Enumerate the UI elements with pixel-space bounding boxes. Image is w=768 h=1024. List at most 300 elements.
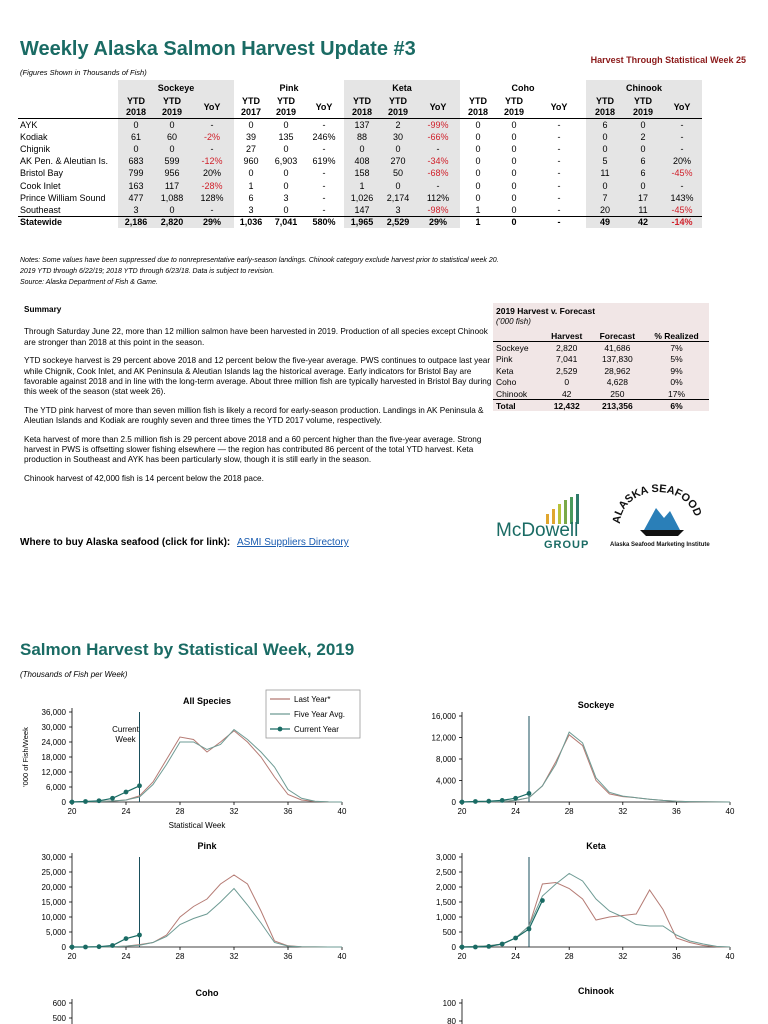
y-tick-label: 12,000 bbox=[431, 733, 456, 743]
table-cell: 0 bbox=[248, 119, 254, 130]
column-header: YTD 2017 bbox=[234, 96, 268, 119]
y-tick-label: 1,000 bbox=[435, 913, 456, 922]
table-cell: 30 bbox=[380, 131, 416, 143]
region-cell: Kodiak bbox=[20, 131, 48, 142]
table-cell: 27 bbox=[245, 143, 256, 154]
x-tick-label: 28 bbox=[564, 952, 574, 961]
x-tick-label: 32 bbox=[618, 952, 628, 961]
table-cell: 135 bbox=[278, 131, 294, 142]
forecast-cell: 12,432 bbox=[543, 400, 591, 412]
note-line: Source: Alaska Department of Fish & Game. bbox=[20, 279, 158, 286]
forecast-cell: 28,962 bbox=[604, 365, 631, 376]
y-tick-label: 15,000 bbox=[41, 898, 66, 907]
x-tick-label: 28 bbox=[175, 952, 185, 961]
chart-title: Chinook bbox=[578, 986, 614, 996]
table-cell: 5 bbox=[586, 155, 624, 167]
table-cell: 0 bbox=[118, 119, 154, 131]
table-cell: 6 bbox=[624, 167, 662, 179]
chart-coho bbox=[53, 988, 219, 1024]
forecast-cell: 41,686 bbox=[604, 342, 631, 353]
current-year-point bbox=[83, 945, 88, 950]
table-cell: 0 bbox=[475, 168, 481, 179]
y-tick-label: 24,000 bbox=[41, 738, 66, 747]
y-tick-label: 80 bbox=[447, 1017, 456, 1024]
x-tick-label: 24 bbox=[511, 952, 521, 961]
table-cell: -45% bbox=[662, 204, 702, 216]
table-cell: - bbox=[557, 131, 561, 142]
forecast-row bbox=[493, 376, 709, 388]
table-cell: 0 bbox=[475, 180, 481, 191]
forecast-cell: 7% bbox=[670, 342, 683, 353]
y-tick-label: 10,000 bbox=[41, 913, 66, 922]
region-cell: Statewide bbox=[18, 216, 118, 228]
table-row bbox=[18, 131, 702, 143]
table-cell: 0 bbox=[511, 180, 517, 191]
table-row bbox=[18, 192, 702, 204]
table-cell: 0 bbox=[154, 204, 190, 216]
y-tick-label: 8,000 bbox=[435, 755, 456, 764]
chart-legend bbox=[266, 690, 360, 738]
chart-title: Coho bbox=[195, 988, 219, 998]
current-year-point bbox=[500, 798, 505, 803]
x-tick-label: 20 bbox=[457, 952, 467, 961]
table-cell: -34% bbox=[416, 155, 460, 167]
figures-note: (Figures Shown in Thousands of Fish) bbox=[20, 68, 147, 77]
note-line: 2019 YTD through 6/22/19; 2018 YTD through 6/23/18. Data is subject to revision. bbox=[20, 268, 275, 275]
table-cell: 246% bbox=[312, 131, 336, 142]
forecast-cell: 213,356 bbox=[591, 400, 644, 412]
table-cell: 619% bbox=[312, 156, 336, 167]
table-cell: 158 bbox=[344, 167, 380, 179]
current-year-point bbox=[110, 943, 115, 948]
table-cell: - bbox=[190, 143, 234, 155]
species-group-header: Chinook bbox=[586, 80, 702, 96]
series-line-five-year-avg bbox=[462, 732, 730, 802]
table-cell: 3 bbox=[283, 192, 289, 203]
table-cell: 49 bbox=[586, 216, 624, 228]
x-tick-label: 32 bbox=[229, 952, 239, 961]
region-cell: Bristol Bay bbox=[20, 168, 64, 179]
forecast-table bbox=[493, 330, 709, 411]
forecast-cell: 9% bbox=[670, 365, 683, 376]
table-cell: 2,529 bbox=[380, 216, 416, 228]
current-year-point bbox=[83, 799, 88, 804]
table-cell: -12% bbox=[190, 155, 234, 167]
region-cell: Prince William Sound bbox=[20, 192, 106, 203]
chart-title: All Species bbox=[182, 696, 232, 706]
column-header: YTD 2018 bbox=[344, 96, 380, 119]
table-cell: - bbox=[557, 156, 561, 167]
table-cell: 1 bbox=[248, 180, 254, 191]
y-tick-label: 20,000 bbox=[41, 883, 66, 892]
column-header: YoY bbox=[304, 96, 344, 119]
forecast-cell: 2,820 bbox=[556, 342, 578, 353]
chart-title: Pink bbox=[197, 841, 217, 851]
table-cell: 7 bbox=[586, 192, 624, 204]
table-cell: 580% bbox=[304, 216, 344, 228]
x-tick-label: 32 bbox=[618, 807, 628, 816]
table-cell: 60 bbox=[154, 131, 190, 143]
table-cell: - bbox=[557, 180, 561, 191]
y-tick-label: 36,000 bbox=[41, 708, 66, 717]
table-cell: 39 bbox=[245, 131, 256, 142]
table-cell: 88 bbox=[344, 131, 380, 143]
table-cell: -2% bbox=[190, 131, 234, 143]
table-cell: - bbox=[557, 204, 561, 215]
table-cell: - bbox=[190, 204, 234, 216]
x-tick-label: 28 bbox=[564, 807, 574, 816]
forecast-cell: 0 bbox=[564, 377, 570, 388]
y-tick-label: 5,000 bbox=[45, 928, 66, 937]
table-cell: - bbox=[557, 168, 561, 179]
x-tick-label: 28 bbox=[175, 807, 185, 816]
asmi-caption: Alaska Seafood Marketing Institute bbox=[610, 542, 710, 548]
forecast-cell: Pink bbox=[496, 353, 513, 364]
x-tick-label: 40 bbox=[725, 807, 735, 816]
forecast-cell: 42 bbox=[561, 388, 572, 399]
forecast-unit: ('000 fish) bbox=[496, 317, 531, 326]
table-cell: 163 bbox=[118, 179, 154, 191]
table-row bbox=[18, 179, 702, 191]
current-week-annotation: Week bbox=[115, 735, 136, 744]
table-cell: 0 bbox=[154, 119, 190, 131]
table-cell: - bbox=[662, 131, 702, 143]
table-cell: 29% bbox=[416, 216, 460, 228]
table-cell: 20% bbox=[190, 167, 234, 179]
forecast-cell: 7,041 bbox=[556, 353, 578, 364]
mcdowell-group-text: GROUP bbox=[544, 539, 590, 551]
forecast-row bbox=[493, 388, 709, 400]
y-tick-label: 0 bbox=[451, 798, 456, 807]
forecast-cell: 0% bbox=[670, 377, 683, 388]
forecast-cell: 137,830 bbox=[601, 353, 633, 364]
table-cell: 270 bbox=[380, 155, 416, 167]
current-year-point bbox=[513, 796, 518, 801]
region-cell: Southeast bbox=[20, 204, 61, 215]
forecast-cell: Chinook bbox=[496, 388, 528, 399]
y-tick-label: 2,000 bbox=[435, 883, 456, 892]
table-cell: 2,820 bbox=[154, 216, 190, 228]
column-header: YoY bbox=[416, 96, 460, 119]
table-cell: 1 bbox=[475, 204, 481, 215]
table-cell: 1 bbox=[344, 179, 380, 191]
table-cell: 1,026 bbox=[344, 192, 380, 204]
table-cell: 50 bbox=[380, 167, 416, 179]
chart-title: Keta bbox=[586, 841, 606, 851]
region-cell: Chignik bbox=[20, 143, 51, 154]
table-cell: 61 bbox=[118, 131, 154, 143]
species-group-header: Sockeye bbox=[118, 80, 234, 96]
summary-paragraph: Keta harvest of more than 2.5 million fish is 29 percent above 2018 and a 60 percent higher than the five-year average. Strong harvest in PWS is offsetting slower fishing elsewhere — the region has contributed 86 percent of the total YTD harvest. Keta production in Southeast and AYK has been particularly slow, though it is still early in the season. bbox=[24, 434, 482, 465]
chart-sockeye bbox=[432, 700, 735, 816]
x-tick-label: 32 bbox=[229, 807, 239, 816]
series-line-five-year-avg bbox=[72, 730, 342, 803]
x-tick-label: 36 bbox=[283, 807, 293, 816]
table-cell: - bbox=[322, 204, 326, 215]
x-tick-label: 24 bbox=[121, 952, 131, 961]
region-cell: AK Pen. & Aleutian Is. bbox=[20, 156, 109, 167]
table-cell: 1 bbox=[460, 216, 496, 228]
series-line-last-year bbox=[72, 731, 342, 802]
table-row bbox=[18, 167, 702, 179]
table-cell: - bbox=[322, 119, 326, 130]
table-cell: 112% bbox=[416, 192, 460, 204]
forecast-row bbox=[493, 365, 709, 377]
table-cell: 477 bbox=[118, 192, 154, 204]
current-year-point bbox=[460, 800, 465, 805]
summary-paragraph: YTD sockeye harvest is 29 percent above 2018 and 12 percent below the five-year average. PWS continues to outpace last year while Chignik, Cook Inlet, and AK Peninsula & Aleutian Islands lag the historical average. Early indicators for Bristol Bay are favorable against 2018 and in line with the long-term average. About three million fish are typically harvested in Bristol Bay during this week of the season (stat week 26). bbox=[24, 356, 492, 397]
table-cell: 0 bbox=[283, 180, 289, 191]
y-tick-label: 500 bbox=[52, 1014, 66, 1023]
table-cell: 0 bbox=[511, 168, 517, 179]
column-header: YoY bbox=[532, 96, 586, 119]
table-cell: 3 bbox=[248, 204, 254, 215]
table-cell: 0 bbox=[511, 119, 517, 130]
asmi-suppliers-link[interactable]: ASMI Suppliers Directory bbox=[237, 537, 349, 548]
forecast-cell: 2,529 bbox=[556, 365, 578, 376]
table-cell: 960 bbox=[243, 156, 259, 167]
series-line-five-year-avg bbox=[72, 889, 342, 948]
y-axis-label: '000 of Fish/Week bbox=[21, 727, 30, 787]
current-year-point bbox=[97, 944, 102, 949]
table-row bbox=[18, 216, 702, 228]
table-cell: 20 bbox=[586, 204, 624, 216]
series-line-current-year bbox=[72, 935, 140, 947]
current-year-point bbox=[540, 898, 545, 903]
table-cell: - bbox=[662, 119, 702, 131]
asmi-arc-text: ALASKA SEAFOOD bbox=[610, 482, 704, 525]
forecast-cell: 4,628 bbox=[606, 377, 628, 388]
legend-label: Current Year bbox=[294, 725, 339, 734]
table-cell: 0 bbox=[380, 179, 416, 191]
forecast-header bbox=[493, 330, 543, 342]
forecast-cell: Total bbox=[493, 400, 543, 412]
forecast-cell: 6% bbox=[644, 400, 709, 412]
note-line: Notes: Some values have been suppressed due to nonrepresentative early-season landings. Chinook category exclude harvest prior to statistical week 20. bbox=[20, 257, 499, 264]
table-cell: - bbox=[416, 179, 460, 191]
forecast-total-row bbox=[493, 400, 709, 412]
species-group-header: Coho bbox=[511, 83, 535, 93]
summary-paragraph: Through Saturday June 22, more than 12 million salmon have been harvested in 2019. Production of all species except Chinook are stronger than 2018 at this point in the season. bbox=[24, 327, 488, 347]
forecast-cell: 5% bbox=[670, 353, 683, 364]
current-year-point bbox=[97, 798, 102, 803]
table-cell: 20% bbox=[662, 155, 702, 167]
y-tick-label: 4,000 bbox=[435, 776, 456, 786]
current-year-point bbox=[527, 927, 532, 932]
current-week-annotation: Current bbox=[112, 725, 139, 734]
table-cell: 1,088 bbox=[154, 192, 190, 204]
y-tick-label: 16,000 bbox=[431, 712, 456, 721]
asmi-logo bbox=[598, 478, 728, 550]
x-tick-label: 40 bbox=[337, 807, 347, 816]
table-cell: 0 bbox=[283, 168, 289, 179]
forecast-header: % Realized bbox=[644, 330, 709, 342]
species-group-header: Keta bbox=[344, 80, 460, 96]
harvest-through-label: Harvest Through Statistical Week 25 bbox=[590, 55, 746, 65]
current-year-point bbox=[460, 945, 465, 950]
chart-pink bbox=[42, 841, 347, 961]
table-cell: 0 bbox=[475, 131, 481, 142]
column-header: YoY bbox=[662, 96, 702, 119]
forecast-header: Forecast bbox=[591, 330, 644, 342]
forecast-cell: 17% bbox=[668, 388, 686, 399]
table-cell: 683 bbox=[118, 155, 154, 167]
section-subtitle: (Thousands of Fish per Week) bbox=[20, 670, 128, 679]
x-tick-label: 24 bbox=[511, 807, 521, 816]
table-row bbox=[18, 119, 702, 131]
table-cell: 0 bbox=[248, 168, 254, 179]
current-year-point bbox=[70, 800, 75, 805]
table-cell: 6 bbox=[248, 192, 254, 203]
table-cell: 0 bbox=[475, 192, 481, 203]
table-cell: - bbox=[557, 119, 561, 130]
table-cell: -14% bbox=[662, 216, 702, 228]
table-cell: 3 bbox=[118, 204, 154, 216]
table-cell: -45% bbox=[662, 167, 702, 179]
table-cell: 0 bbox=[511, 156, 517, 167]
table-cell: 0 bbox=[283, 119, 289, 130]
table-cell: - bbox=[416, 143, 460, 155]
column-header: YTD 2019 bbox=[380, 96, 416, 119]
table-cell: 0 bbox=[154, 143, 190, 155]
table-cell: 6,903 bbox=[274, 156, 298, 167]
y-tick-label: 12,000 bbox=[41, 768, 66, 777]
table-cell: 0 bbox=[624, 119, 662, 131]
y-tick-label: 25,000 bbox=[41, 868, 66, 877]
table-cell: 0 bbox=[475, 143, 481, 154]
table-cell: 0 bbox=[496, 216, 532, 228]
table-row bbox=[18, 204, 702, 216]
table-cell: 29% bbox=[190, 216, 234, 228]
table-cell: 137 bbox=[344, 119, 380, 131]
table-cell: -68% bbox=[416, 167, 460, 179]
current-year-point bbox=[137, 933, 142, 938]
y-tick-label: 6,000 bbox=[45, 783, 66, 792]
table-cell: 0 bbox=[586, 131, 624, 143]
table-cell: 1,036 bbox=[234, 216, 268, 228]
x-axis-label: Statistical Week bbox=[168, 821, 226, 830]
table-cell: 0 bbox=[344, 143, 380, 155]
series-line-last-year bbox=[72, 875, 342, 947]
table-cell: - bbox=[322, 143, 326, 154]
table-cell: 11 bbox=[586, 167, 624, 179]
table-cell: 17 bbox=[624, 192, 662, 204]
forecast-cell: 250 bbox=[610, 388, 625, 399]
section-title: Salmon Harvest by Statistical Week, 2019 bbox=[20, 640, 355, 659]
page-title: Weekly Alaska Salmon Harvest Update #3 bbox=[20, 38, 416, 60]
column-header: YTD 2018 bbox=[118, 96, 154, 119]
table-cell: 6 bbox=[624, 155, 662, 167]
table-cell: 0 bbox=[283, 204, 289, 215]
summary-paragraph: The YTD pink harvest of more than seven million fish is likely a record for early-season production. Landings in AK Peninsula & Aleutian Islands and Kodiak are roughly seven and three times the YTD 2017 volume, respectively. bbox=[24, 405, 484, 426]
chart-title: Sockeye bbox=[577, 700, 615, 710]
table-cell: 956 bbox=[154, 167, 190, 179]
table-cell: 0 bbox=[624, 143, 662, 155]
table-cell: 0 bbox=[624, 179, 662, 191]
table-cell: 6 bbox=[586, 119, 624, 131]
table-cell: 0 bbox=[380, 143, 416, 155]
table-cell: 0 bbox=[511, 192, 517, 203]
current-year-point bbox=[486, 944, 491, 949]
y-tick-label: 30,000 bbox=[41, 723, 66, 732]
table-cell: - bbox=[322, 192, 326, 203]
summary-heading: Summary bbox=[24, 305, 62, 314]
x-tick-label: 20 bbox=[457, 807, 467, 816]
x-tick-label: 40 bbox=[725, 952, 735, 961]
table-cell: -66% bbox=[416, 131, 460, 143]
current-year-point bbox=[124, 936, 129, 941]
y-tick-label: 600 bbox=[52, 999, 66, 1008]
x-tick-label: 40 bbox=[337, 952, 347, 961]
table-cell: 11 bbox=[624, 204, 662, 216]
y-tick-label: 0 bbox=[451, 943, 456, 952]
x-tick-label: 20 bbox=[67, 807, 77, 816]
table-cell: 42 bbox=[624, 216, 662, 228]
forecast-cell: Sockeye bbox=[496, 342, 529, 353]
table-cell: 3 bbox=[380, 204, 416, 216]
column-header: YTD 2019 bbox=[496, 96, 532, 119]
forecast-cell: Keta bbox=[496, 365, 514, 376]
y-tick-label: 2,500 bbox=[435, 868, 456, 877]
table-cell: 0 bbox=[511, 143, 517, 154]
table-cell: - bbox=[557, 143, 561, 154]
column-header: YTD 2018 bbox=[586, 96, 624, 119]
table-cell: 408 bbox=[344, 155, 380, 167]
current-year-point bbox=[500, 942, 505, 947]
weekly-charts bbox=[0, 680, 768, 1024]
column-header: YTD 2019 bbox=[154, 96, 190, 119]
current-year-point bbox=[137, 783, 142, 788]
buy-line bbox=[20, 537, 349, 548]
series-line-last-year bbox=[462, 883, 730, 948]
chart-keta bbox=[436, 841, 735, 961]
region-cell: AYK bbox=[20, 119, 38, 130]
table-cell: 1,965 bbox=[344, 216, 380, 228]
table-cell: - bbox=[662, 143, 702, 155]
column-header: YoY bbox=[190, 96, 234, 119]
current-year-point bbox=[70, 945, 75, 950]
summary-paragraph: Chinook harvest of 42,000 fish is 14 percent below the 2018 pace. bbox=[24, 473, 264, 483]
table-cell: 0 bbox=[118, 143, 154, 155]
table-cell: - bbox=[532, 216, 586, 228]
series-line-five-year-avg bbox=[462, 874, 730, 948]
table-notes bbox=[20, 255, 499, 288]
table-cell: 2,186 bbox=[118, 216, 154, 228]
buy-label: Where to buy Alaska seafood (click for link): bbox=[20, 537, 231, 548]
summary-section bbox=[24, 305, 494, 492]
table-cell: 0 bbox=[586, 179, 624, 191]
y-tick-label: 100 bbox=[442, 999, 456, 1008]
current-year-point bbox=[527, 791, 532, 796]
harvest-table bbox=[18, 80, 702, 228]
table-cell: -99% bbox=[416, 119, 460, 131]
forecast-cell: Coho bbox=[496, 377, 517, 388]
table-cell: 0 bbox=[586, 143, 624, 155]
legend-label: Five Year Avg. bbox=[294, 710, 345, 719]
table-cell: -98% bbox=[416, 204, 460, 216]
column-header: YTD 2019 bbox=[268, 96, 304, 119]
table-cell: 143% bbox=[662, 192, 702, 204]
legend-label: Last Year* bbox=[294, 695, 331, 704]
table-cell: 128% bbox=[190, 192, 234, 204]
y-tick-label: 1,500 bbox=[435, 898, 456, 907]
table-cell: 0 bbox=[511, 131, 517, 142]
forecast-header: Harvest bbox=[543, 330, 591, 342]
table-cell: 2 bbox=[380, 119, 416, 131]
table-cell: - bbox=[662, 179, 702, 191]
series-line-last-year bbox=[462, 735, 730, 802]
column-header: YTD 2019 bbox=[624, 96, 662, 119]
